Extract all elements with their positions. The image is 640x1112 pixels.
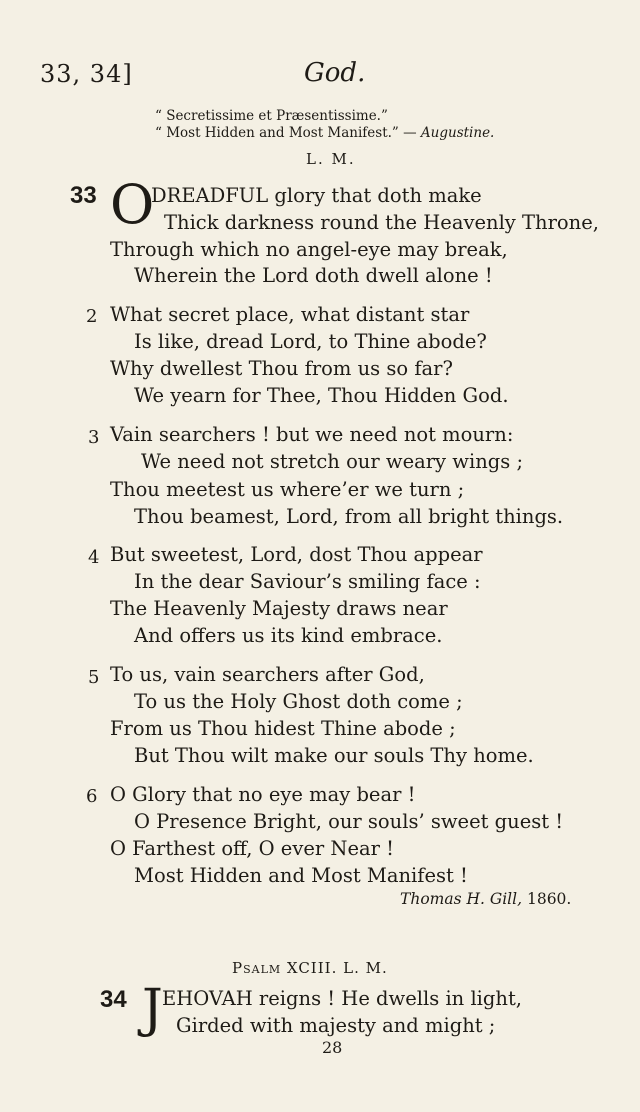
verse-line: Vain searchers ! but we need not mourn:	[110, 423, 514, 446]
verse-line: Through which no angel-eye may break,	[110, 238, 508, 261]
epigraph-author: Augustine.	[420, 125, 495, 141]
hymn-34-drop-cap: J	[142, 979, 163, 1039]
verse-line: What secret place, what distant star	[110, 303, 470, 326]
stanza-number: 5	[88, 667, 100, 688]
hymn-34-meter: L. M.	[343, 959, 388, 977]
page-number: 28	[322, 1038, 343, 1057]
verse-line: And offers us its kind embrace.	[134, 624, 443, 647]
hymn-33-meter: L. M.	[306, 150, 356, 168]
hymn-33-drop-cap: O	[110, 173, 155, 236]
verse-line: O Presence Bright, our souls’ sweet guest !	[134, 810, 564, 833]
attribution-author: Thomas H. Gill,	[400, 890, 523, 908]
verse-line: We need not stretch our weary wings ;	[141, 450, 524, 473]
verse-line: Thick darkness round the Heavenly Throne,	[164, 211, 599, 234]
verse-line: But Thou wilt make our souls Thy home.	[134, 744, 534, 767]
stanza-number: 4	[88, 547, 100, 568]
verse-line: To us the Holy Ghost doth come ;	[134, 690, 463, 713]
hymn-33-attribution	[400, 890, 571, 908]
hymn-34-first-line: EHOVAH reigns ! He dwells in light,	[162, 987, 522, 1010]
attribution-year: 1860.	[526, 890, 572, 908]
stanza-number: 6	[86, 786, 98, 807]
verse-line: But sweetest, Lord, dost Thou appear	[110, 543, 483, 566]
verse-line: The Heavenly Majesty draws near	[110, 597, 448, 620]
epigraph-english	[155, 125, 494, 141]
hymn-33-first-line: DREADFUL glory that doth make	[151, 184, 482, 207]
verse-line: Wherein the Lord doth dwell alone !	[134, 264, 493, 287]
verse-line: O Farthest off, O ever Near !	[110, 837, 394, 860]
verse-line: To us, vain searchers after God,	[110, 663, 425, 686]
hymn-34-heading	[232, 959, 388, 977]
verse-line: Girded with majesty and might ;	[176, 1014, 496, 1037]
stanza-number: 2	[86, 306, 98, 327]
epigraph-english-text: “ Most Hidden and Most Manifest.” —	[155, 125, 417, 141]
epigraph-latin: “ Secretissime et Præsentissime.”	[155, 108, 388, 124]
hymn-33-number: 33	[70, 182, 97, 209]
running-head-title: God.	[304, 58, 366, 88]
verse-line: Thou beamest, Lord, from all bright things.	[134, 505, 564, 528]
verse-line: In the dear Saviour’s smiling face :	[134, 570, 481, 593]
verse-line: Thou meetest us where’er we turn ;	[110, 478, 465, 501]
running-head-hymn-range: 33, 34]	[40, 60, 133, 88]
verse-line: O Glory that no eye may bear !	[110, 783, 416, 806]
stanza-number: 3	[88, 427, 100, 448]
hymn-34-psalm-label: Psalm XCIII.	[232, 959, 338, 977]
hymn-34-number: 34	[100, 986, 127, 1013]
verse-line: We yearn for Thee, Thou Hidden God.	[134, 384, 509, 407]
verse-line: Most Hidden and Most Manifest !	[134, 864, 468, 887]
verse-line: From us Thou hidest Thine abode ;	[110, 717, 456, 740]
verse-line: Is like, dread Lord, to Thine abode?	[134, 330, 487, 353]
verse-line: Why dwellest Thou from us so far?	[110, 357, 453, 380]
